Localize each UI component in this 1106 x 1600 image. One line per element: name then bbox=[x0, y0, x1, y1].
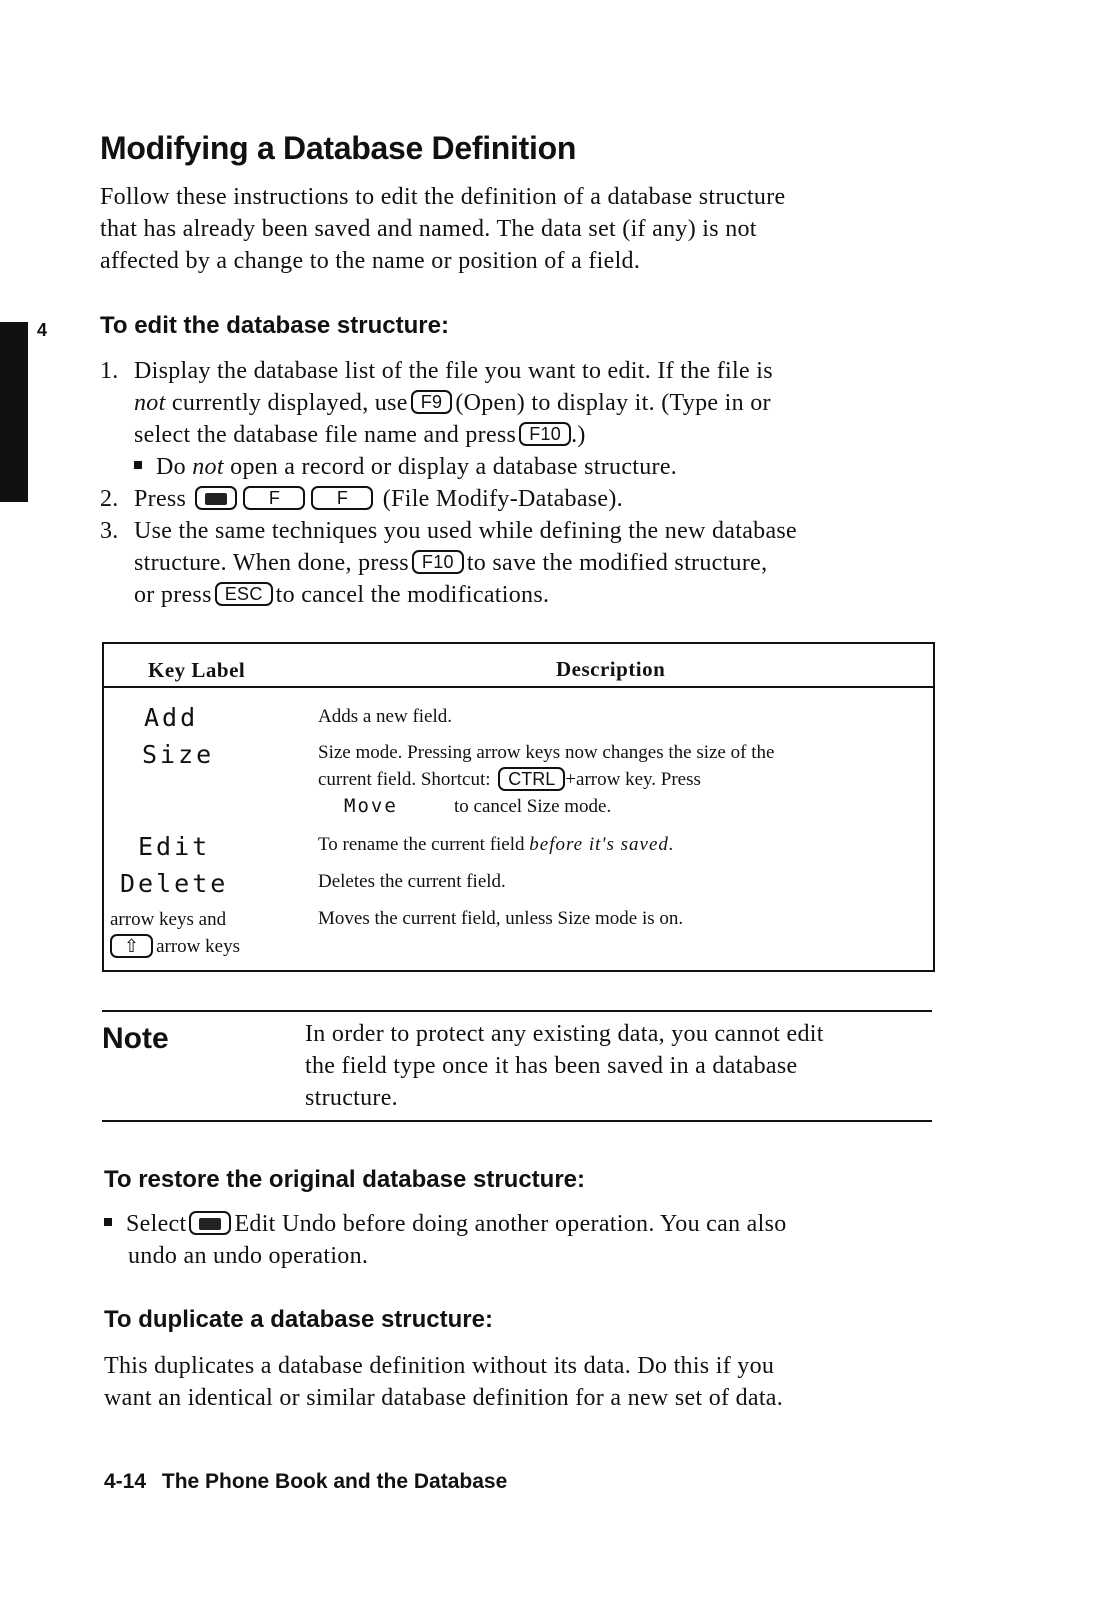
note-text bbox=[305, 1018, 824, 1114]
key-line bbox=[110, 933, 240, 960]
step-text: currently displayed, use bbox=[171, 390, 408, 416]
step-3-line-2 bbox=[100, 547, 1060, 579]
move-key-label: Move bbox=[344, 795, 398, 817]
column-header-description: Description bbox=[556, 657, 666, 681]
key-edit: Edit bbox=[138, 832, 211, 861]
bullet-icon bbox=[134, 461, 142, 469]
section-title: Modifying a Database Definition bbox=[100, 130, 577, 166]
duplicate-paragraph bbox=[104, 1350, 783, 1414]
desc-line: Size mode. Pressing arrow keys now changes the size of the bbox=[318, 742, 775, 763]
step-1-line-3 bbox=[100, 419, 1060, 451]
bullet-icon bbox=[104, 1218, 112, 1226]
note-line: In order to protect any existing data, you cannot edit bbox=[305, 1021, 824, 1047]
menu-key-icon bbox=[189, 1211, 231, 1235]
step-number: 3. bbox=[100, 518, 119, 544]
f-key-icon: F bbox=[311, 486, 373, 510]
emphasis: before it's saved. bbox=[529, 834, 675, 855]
step-text: structure. When done, press bbox=[134, 550, 409, 576]
desc-text: +arrow key. Press bbox=[565, 769, 701, 790]
emphasis: not bbox=[192, 454, 224, 480]
step-3-line-3 bbox=[100, 579, 1060, 611]
desc-text: To rename the current field bbox=[318, 834, 525, 855]
key-delete: Delete bbox=[120, 869, 229, 898]
step-text: Use the same techniques you used while defining the new database bbox=[134, 518, 798, 544]
step-text: or press bbox=[134, 582, 212, 608]
intro-line: affected by a change to the name or position of a field. bbox=[100, 248, 641, 274]
step-text: open a record or display a database structure. bbox=[230, 454, 678, 480]
desc-arrow-keys: Moves the current field, unless Size mode is on. bbox=[318, 908, 684, 929]
key-size: Size bbox=[142, 740, 215, 769]
desc-line bbox=[318, 766, 918, 793]
restore-line bbox=[104, 1208, 787, 1240]
step-text: Display the database list of the file you want to edit. If the file is bbox=[134, 358, 773, 384]
desc-line bbox=[318, 793, 918, 820]
emphasis: not bbox=[134, 390, 166, 416]
page-footer bbox=[104, 1470, 507, 1494]
edit-heading: To edit the database structure: bbox=[100, 312, 449, 339]
desc-delete: Deletes the current field. bbox=[318, 871, 506, 892]
step-1-sub-bullet bbox=[100, 451, 1060, 483]
duplicate-line: This duplicates a database definition without its data. Do this if you bbox=[104, 1353, 775, 1379]
step-number: 1. bbox=[100, 358, 119, 384]
step-text: (Open) to display it. (Type in or bbox=[455, 390, 771, 416]
key-arrow-keys bbox=[110, 906, 240, 960]
step-number: 2. bbox=[100, 486, 119, 512]
key-text: arrow keys bbox=[156, 936, 240, 957]
key-label-table bbox=[102, 642, 935, 972]
f9-key-icon: F9 bbox=[411, 390, 453, 414]
step-text: to save the modified structure, bbox=[466, 550, 768, 576]
key-add: Add bbox=[144, 703, 199, 732]
restore-text: Select bbox=[126, 1211, 187, 1237]
note-top-rule bbox=[102, 1010, 932, 1012]
edit-steps bbox=[100, 355, 1060, 611]
chapter-title: The Phone Book and the Database bbox=[161, 1470, 508, 1493]
intro-paragraph bbox=[100, 181, 785, 277]
desc-text: to cancel Size mode. bbox=[454, 796, 612, 817]
restore-heading: To restore the original database structure: bbox=[104, 1166, 585, 1193]
chapter-side-bar bbox=[0, 322, 28, 502]
restore-bullet bbox=[104, 1208, 787, 1272]
desc-add: Adds a new field. bbox=[318, 706, 453, 727]
step-text: select the database file name and press bbox=[134, 422, 517, 448]
desc-size bbox=[318, 739, 918, 820]
restore-line: undo an undo operation. bbox=[128, 1243, 369, 1269]
duplicate-heading: To duplicate a database structure: bbox=[104, 1306, 493, 1333]
desc-text: current field. Shortcut: bbox=[318, 769, 491, 790]
step-text: to cancel the modifications. bbox=[275, 582, 550, 608]
f10-key-icon: F10 bbox=[519, 422, 571, 446]
f-key-icon: F bbox=[243, 486, 305, 510]
step-3 bbox=[100, 515, 1060, 547]
desc-edit bbox=[318, 831, 675, 858]
table-header bbox=[104, 644, 933, 688]
f10-key-icon: F10 bbox=[412, 550, 464, 574]
step-text: (File Modify-Database). bbox=[382, 486, 623, 512]
menu-key-icon bbox=[195, 486, 237, 510]
ctrl-key-icon: CTRL bbox=[498, 767, 565, 791]
step-text: .) bbox=[571, 422, 586, 448]
esc-key-icon: ESC bbox=[215, 582, 273, 606]
note-label: Note bbox=[102, 1022, 169, 1055]
step-text: Do bbox=[156, 454, 186, 480]
shift-key-icon: ⇧ bbox=[110, 934, 153, 958]
step-1-line-2 bbox=[100, 387, 1060, 419]
restore-text: Edit Undo before doing another operation. You can also bbox=[234, 1211, 787, 1237]
page-number: 4-14 bbox=[104, 1470, 147, 1493]
note-line: the field type once it has been saved in a database bbox=[305, 1053, 798, 1079]
step-text: Press bbox=[134, 486, 187, 512]
key-line: arrow keys and bbox=[110, 909, 227, 930]
intro-line: Follow these instructions to edit the definition of a database structure bbox=[100, 184, 786, 210]
chapter-tab-number: 4 bbox=[37, 320, 48, 340]
step-2 bbox=[100, 483, 1060, 515]
note-line: structure. bbox=[305, 1085, 398, 1111]
step-1 bbox=[100, 355, 1060, 387]
column-header-key-label: Key Label bbox=[148, 658, 246, 682]
intro-line: that has already been saved and named. The data set (if any) is not bbox=[100, 216, 757, 242]
duplicate-line: want an identical or similar database definition for a new set of data. bbox=[104, 1385, 784, 1411]
note-bottom-rule bbox=[102, 1120, 932, 1122]
